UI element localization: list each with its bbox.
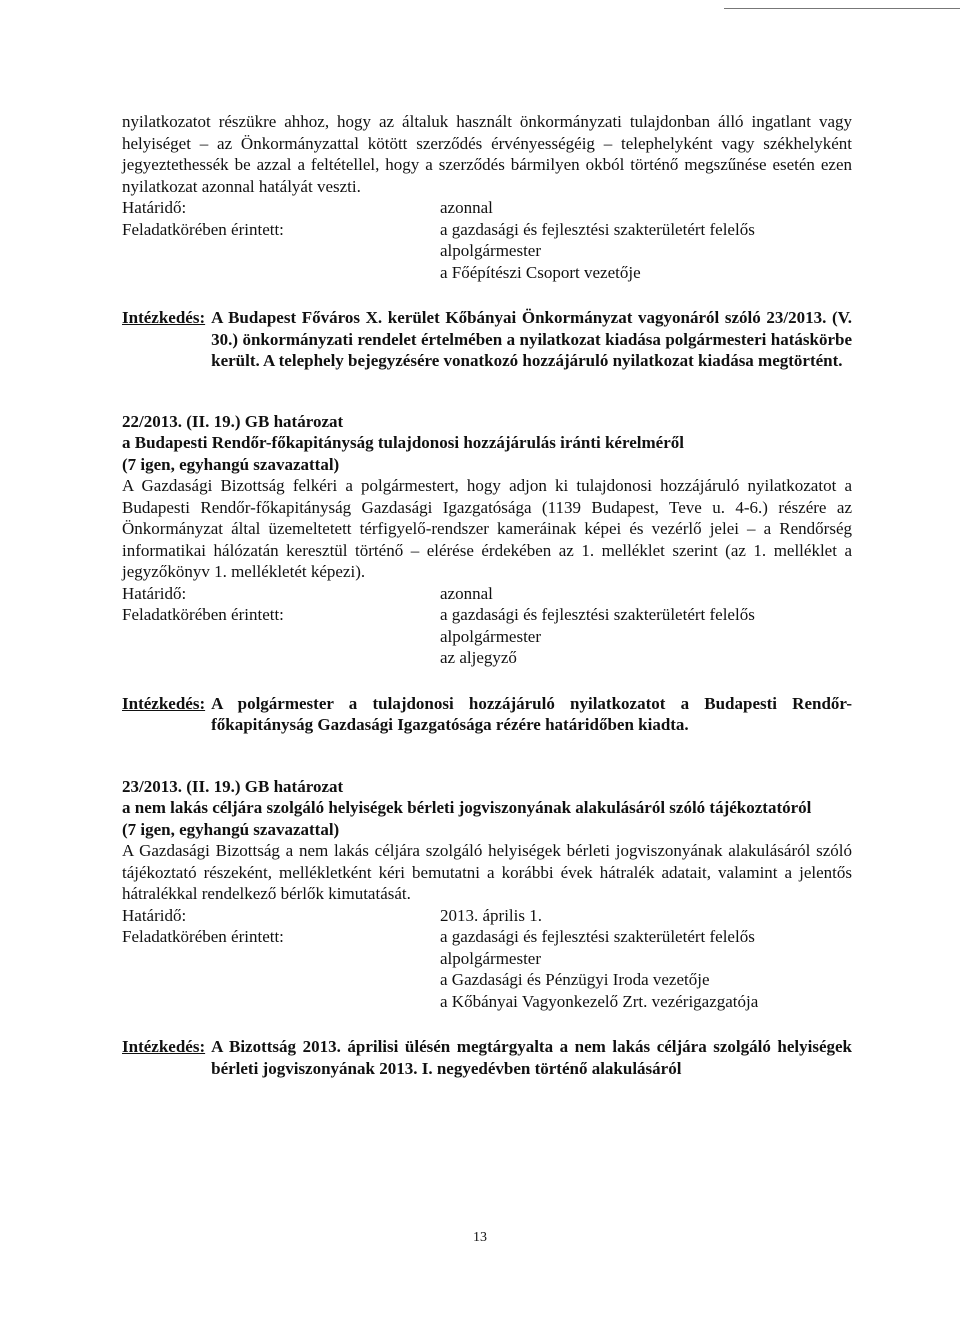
resolution-body: A Gazdasági Bizottság felkéri a polgármestert, hogy adjon ki tulajdonosi hozzájáruló nyilatkozatot a Budapesti Rendőr-főkapitányság Gazdasági Igazgatósága (1139 Budapest, Teve u. 4-6.) részére az Önkormányzat által üzemeltetett térfigyelő-rendszer kameráinak képei és vezérlő jelei – a Rendőrség informatikai hálózatán keresztül történő – elérése érdekében az 1. melléklet szerint (az 1. melléklet a jegyzőkönyv 1. mellékletét képezi). <box>122 476 852 581</box>
deadline-value: azonnal <box>440 198 493 217</box>
responsible-cont: a Kőbányai Vagyonkezelő Zrt. vezérigazgatója <box>440 991 759 1011</box>
page-number: 13 <box>473 1230 487 1245</box>
responsible-row-2 <box>122 604 852 626</box>
measure-label: Intézkedés: <box>122 1037 206 1056</box>
deadline-label: Határidő: <box>122 583 187 603</box>
intro-paragraph: nyilatkozatot részükre ahhoz, hogy az általuk használt önkormányzati tulajdonban álló ingatlant vagy helyiséget – az Önkormányzattal kötött szerződés érvényességéig – telephelyként vagy székhelyként jegyeztethessék be azzal a feltétellel, hogy a szerződés bármilyen okból történő megszűnése esetén ezen nyilatkozat azonnal hatályát veszti. <box>122 112 852 196</box>
resolution-vote: (7 igen, egyhangú szavazattal) <box>122 819 340 839</box>
deadline-row-1 <box>122 197 852 219</box>
responsible-cont: alpolgármester <box>440 241 542 260</box>
responsible-label: Feladatkörében érintett: <box>122 219 284 239</box>
measure-text: A polgármester a tulajdonosi hozzájáruló nyilatkozatot a Budapesti Rendőr-főkapitányság Gazdasági Igazgatósága rézére határidőben kiadta. <box>211 693 852 734</box>
deadline-value: azonnal <box>440 583 493 603</box>
responsible-label: Feladatkörében érintett: <box>122 927 284 946</box>
responsible-value: a gazdasági és fejlesztési szakterületért felelős <box>440 219 755 239</box>
top-edge-line <box>724 8 960 9</box>
measure-block-3 <box>122 1036 852 1079</box>
measure-block-2 <box>122 693 852 736</box>
responsible-label: Feladatkörében érintett: <box>122 605 284 624</box>
responsible-cont: alpolgármester <box>440 948 542 968</box>
measure-text: A Budapest Főváros X. kerület Kőbányai Önkormányzat vagyonáról szóló 23/2013. (V. 30.) önkormányzati rendelet értelmében a nyilatkozat kiadása polgármesteri hatáskörbe került. A telephely bejegyzésére vonatkozó hozzájáruló nyilatkozat kiadása megtörtént. <box>211 308 852 370</box>
responsible-value: a gazdasági és fejlesztési szakterületért felelős <box>440 605 755 624</box>
responsible-cont: a Főépítészi Csoport vezetője <box>440 262 641 282</box>
deadline-value: 2013. április 1. <box>440 905 542 925</box>
resolution-title: a Budapesti Rendőr-főkapitányság tulajdonosi hozzájárulás iránti kérelméről <box>122 433 684 452</box>
deadline-label: Határidő: <box>122 198 187 217</box>
responsible-cont: az aljegyző <box>440 648 517 667</box>
deadline-row-2 <box>122 583 852 605</box>
responsible-row-1 <box>122 219 852 241</box>
responsible-row-3 <box>122 926 852 948</box>
deadline-row-3 <box>122 905 852 927</box>
responsible-cont: a Gazdasági és Pénzügyi Iroda vezetője <box>440 970 710 989</box>
responsible-cont: alpolgármester <box>440 626 542 646</box>
document-page <box>122 111 852 1079</box>
measure-text: A Bizottság 2013. áprilisi ülésén megtárgyalta a nem lakás céljára szolgáló helyiségek bérleti jogviszonyának 2013. I. negyedévben történő alakulásáról <box>211 1037 852 1078</box>
measure-block-1 <box>122 307 852 372</box>
resolution-body: A Gazdasági Bizottság a nem lakás céljára szolgáló helyiségek bérleti jogviszonyának alakulásáról szóló tájékoztató részeként, mellékletként kéri bemutatni a korábbi évek hátralék adatait, valamint a jelentős hátralékkal rendelkező bérlők kimutatását. <box>122 841 852 903</box>
resolution-id: 23/2013. (II. 19.) GB határozat <box>122 776 344 796</box>
resolution-title: a nem lakás céljára szolgáló helyiségek bérleti jogviszonyának alakulásáról szóló tájékoztatóról <box>122 798 812 817</box>
measure-label: Intézkedés: <box>122 308 206 327</box>
measure-label: Intézkedés: <box>122 693 206 713</box>
deadline-label: Határidő: <box>122 905 187 925</box>
responsible-value: a gazdasági és fejlesztési szakterületért felelős <box>440 927 755 946</box>
resolution-vote: (7 igen, egyhangú szavazattal) <box>122 454 340 474</box>
resolution-id: 22/2013. (II. 19.) GB határozat <box>122 411 344 431</box>
